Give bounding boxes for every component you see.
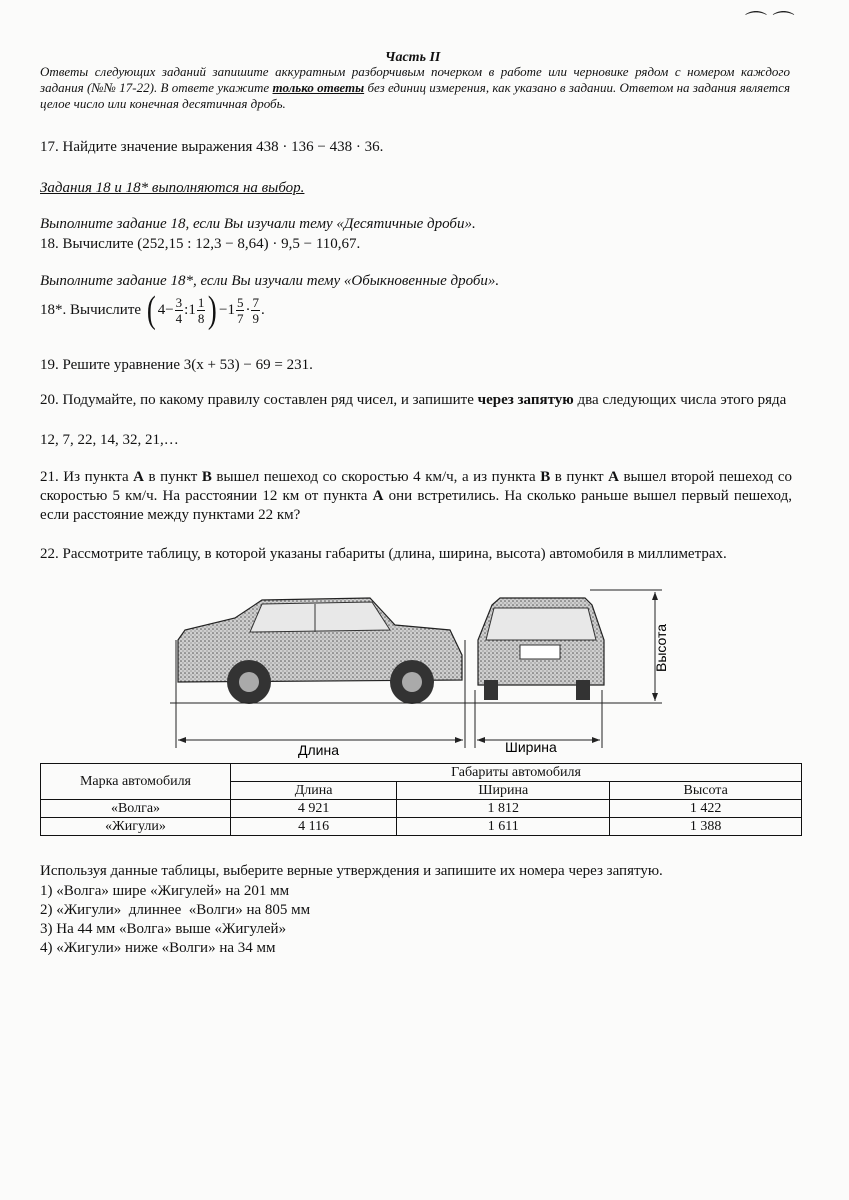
f2-den: 8 [197, 310, 205, 326]
col-height: Высота [610, 782, 802, 800]
task-18: 18. Вычислите (252,15 : 12,3 − 8,64) · 9,5 − 110,67. [40, 236, 361, 252]
task-21-text: вышел пешеход со скоростью 4 км/ч, а из пункта [211, 469, 541, 485]
right-paren: ) [208, 289, 218, 331]
divide-one: :1 [184, 301, 196, 318]
value-cell: 1 812 [397, 800, 610, 818]
task-18-intro: Выполните задание 18, если Вы изучали тему «Десятичные дроби». [40, 216, 476, 232]
task-22: 22. Рассмотрите таблицу, в которой указаны габариты (длина, ширина, высота) автомобиля в миллиметрах. [40, 546, 727, 562]
brand-cell: «Жигули» [41, 818, 231, 836]
task-20-text-2: два следующих числа этого ряда [573, 392, 787, 408]
f3-num: 5 [236, 294, 244, 310]
instructions-emphasis: только ответы [272, 80, 365, 95]
task-19: 19. Решите уравнение 3(x + 53) − 69 = 231. [40, 357, 313, 373]
task-21-text: вышел второй пешеход со скоростью 5 км/ч. На расстоянии 12 км от пункта [40, 469, 792, 504]
task-21-text: 21. Из пункта [40, 469, 134, 485]
point-a: А [372, 488, 384, 504]
term-a: 4 [157, 301, 166, 318]
corner-marks: ⌒ ⌒ [745, 10, 795, 35]
choice-note: Задания 18 и 18* выполняются на выбор. [40, 180, 305, 196]
task-18s-label: 18*. Вычислите [40, 301, 142, 318]
value-cell: 1 422 [610, 800, 802, 818]
f1-num: 3 [175, 294, 183, 310]
height-label: Высота [653, 623, 669, 672]
value-cell: 1 611 [397, 818, 610, 836]
brand-cell: «Волга» [41, 800, 231, 818]
dims-header: Габариты автомобиля [231, 764, 802, 782]
col-width: Ширина [397, 782, 610, 800]
task-21-text: в пункт [550, 469, 609, 485]
point-b: В [201, 469, 212, 485]
table-row [41, 818, 802, 836]
task-17: 17. Найдите значение выражения 438 · 136 − 438 · 36. [40, 139, 384, 155]
task-20-bold: через запятую [477, 392, 574, 408]
f2-num: 1 [197, 294, 205, 310]
task-20-sequence: 12, 7, 22, 14, 32, 21,… [40, 432, 179, 448]
f4-num: 7 [252, 294, 259, 310]
option-4: 4) «Жигули» ниже «Волги» на 34 мм [40, 940, 276, 956]
value-cell: 4 921 [231, 800, 397, 818]
table-row [41, 800, 802, 818]
dot-sign: · [245, 301, 251, 318]
car-dimensions-table [40, 763, 802, 836]
brand-header: Марка автомобиля [41, 764, 231, 800]
part-title: Часть II [385, 50, 441, 65]
minus-one: −1 [219, 301, 235, 318]
instructions-text-1: Ответы следующих заданий запишите аккуратным разборчивым почерком в работе или черновике рядом с номером каждого задания (№№ 17-22). В ответе укажите [40, 64, 790, 95]
task-20-text-1: 20. Подумайте, по какому правилу составлен ряд чисел, и запишите [40, 392, 478, 408]
option-3: 3) На 44 мм «Волга» выше «Жигулей» [40, 921, 287, 937]
task-18s-intro: Выполните задание 18*, если Вы изучали тему «Обыкновенные дроби». [40, 273, 500, 289]
end-period: . [260, 301, 265, 318]
car-rear-view-icon [478, 598, 604, 700]
point-a: А [608, 469, 619, 485]
f1-den: 4 [175, 310, 183, 326]
left-paren: ( [146, 289, 156, 331]
car-side-view-icon [178, 598, 462, 704]
col-length: Длина [231, 782, 397, 800]
f4-den: 9 [252, 310, 259, 326]
point-b: В [540, 469, 551, 485]
question: Используя данные таблицы, выберите верные утверждения и запишите их номера через запятую. [40, 863, 663, 879]
length-label: Длина [298, 742, 339, 758]
task-21-text: в пункт [143, 469, 202, 485]
f3-den: 7 [236, 310, 244, 326]
minus-sign: − [165, 301, 174, 318]
option-2: 2) «Жигули» длиннее «Волги» на 805 мм [40, 902, 311, 918]
table-header-row [41, 764, 802, 782]
option-1: 1) «Волга» шире «Жигулей» на 201 мм [40, 883, 290, 899]
instructions-text-2: без единиц измерения, как указано в задании. Ответом на задания является целое число или конечная десятичная дробь. [40, 80, 790, 111]
width-label: Ширина [505, 739, 557, 755]
value-cell: 1 388 [610, 818, 802, 836]
point-a: А [133, 469, 144, 485]
task-21-text: они встретились. На сколько раньше вышел первый пешеход, если расстояние между пунктами 22 км? [40, 488, 792, 523]
value-cell: 4 116 [231, 818, 397, 836]
